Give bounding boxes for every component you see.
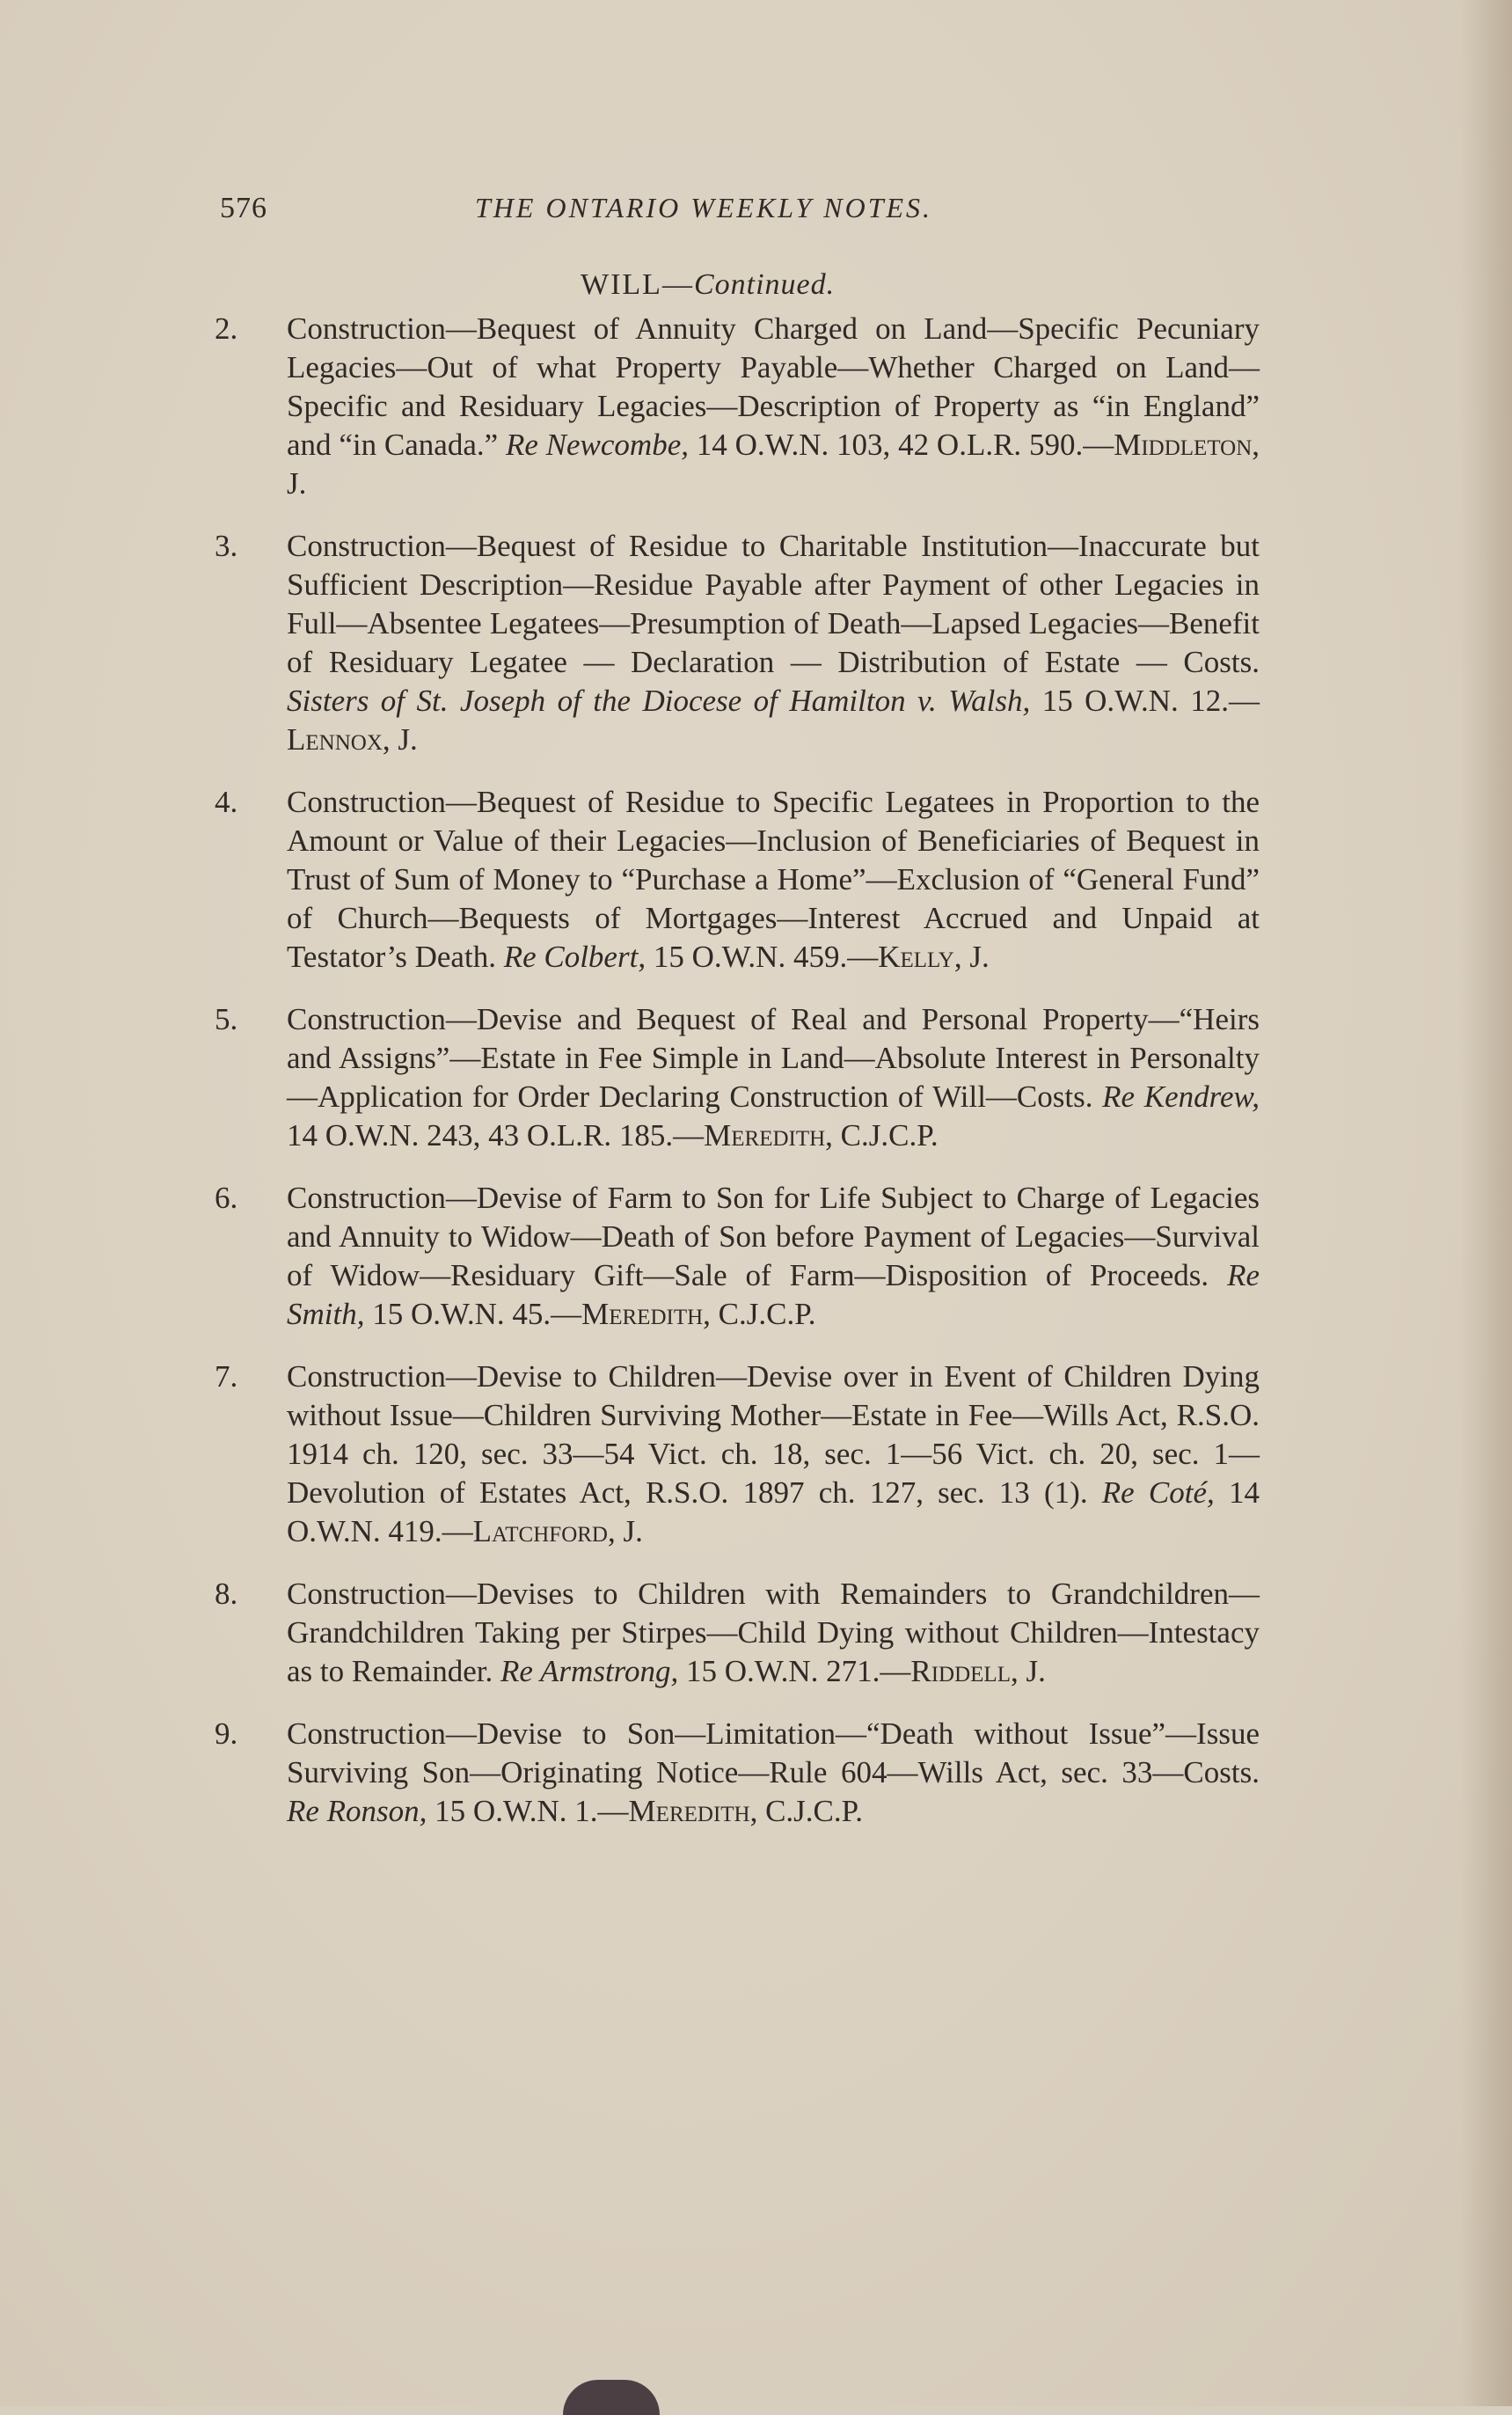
section-heading-continued: Continued. [693, 268, 836, 301]
case-name: Re Coté, [1101, 1475, 1215, 1510]
case-citation: 15 O.W.N. 459.— [646, 940, 879, 974]
case-citation: 15 O.W.N. 12.— [1030, 684, 1260, 718]
entry-number: 4. [215, 785, 238, 819]
section-heading [581, 268, 835, 302]
page-header [220, 192, 1258, 238]
case-name: Sisters of St. Joseph of the Diocese of Hamilton v. Walsh, [287, 684, 1031, 718]
judge-name: Meredith, C.J.C.P. [704, 1118, 939, 1153]
section-heading-title: WILL— [581, 268, 694, 301]
case-citation: 14 O.W.N. 419.— [287, 1475, 1260, 1548]
entry-number: 5. [215, 1002, 238, 1036]
judge-name: Lennox, J. [287, 722, 418, 757]
entry-text: Construction—Devise to Son—Limitation—“Death without Issue”—Issue Surviving Son—Originating Notice—Rule 604—Wills Act, sec. 33—Costs. [287, 1716, 1260, 1789]
judge-name: Latchford, J. [472, 1514, 643, 1548]
running-title: THE ONTARIO WEEKLY NOTES. [475, 192, 933, 223]
judge-name: Riddell, J. [910, 1654, 1046, 1688]
digest-entry [204, 1179, 1260, 1334]
entry-text: Construction—Devises to Children with Remainders to Grandchildren—Grandchildren Taking per Stirpes—Child Dying without Children—Intestacy as to Remainder. [287, 1577, 1260, 1688]
case-citation: 15 O.W.N. 45.— [364, 1297, 582, 1331]
digest-entry [204, 527, 1260, 759]
entry-text: Construction—Devise to Children—Devise over in Event of Children Dying without Issue—Children Surviving Mother—Estate in Fee—Wills Act, R.S.O. 1914 ch. 120, sec. 33—54 Vict. ch. 18, sec. 1—56 Vict. ch. 20, sec. 1—Devolution of Estates Act, R.S.O. 1897 ch. 127, sec. 13 (1). [287, 1359, 1260, 1510]
entry-text: Construction—Bequest of Residue to Charitable Institution—Inaccurate but Sufficient Description—Residue Payable after Payment of other Legacies in Full—Absentee Legatees—Presumption of Death—Lapsed Legacies—Benefit of Residuary Legatee — Declaration — Distribution of Estate — Costs. [287, 529, 1260, 679]
page-edge-shadow [1459, 0, 1512, 2406]
judge-name: Middleton, J. [287, 428, 1260, 501]
case-name: Re Newcombe, [505, 428, 689, 462]
case-name: Re Ronson, [287, 1794, 427, 1828]
digest-entry [204, 1000, 1260, 1155]
entry-number: 7. [215, 1359, 238, 1394]
judge-name: Kelly, J. [878, 940, 990, 974]
entry-number: 9. [215, 1716, 238, 1751]
judge-name: Meredith, C.J.C.P. [581, 1297, 816, 1331]
entry-number: 3. [215, 529, 238, 563]
digest-entries [204, 310, 1260, 1855]
case-citation: 14 O.W.N. 103, 42 O.L.R. 590.— [689, 428, 1114, 462]
entry-text: Construction—Bequest of Annuity Charged on Land—Specific Pecuniary Legacies—Out of what Property Payable—Whether Charged on Land—Specific and Residuary Legacies—Description of Property as “in England” and “in Canada.” [287, 311, 1260, 462]
case-name: Re Kendrew, [1102, 1079, 1260, 1114]
case-name: Re Armstrong, [500, 1654, 679, 1688]
entry-text: Construction—Bequest of Residue to Specific Legatees in Proportion to the Amount or Value of their Legacies—Inclusion of Beneficiaries of Bequest in Trust of Sum of Money to “Purchase a Home”—Exclusion of “General Fund” of Church—Bequests of Mortgages—Interest Accrued and Unpaid at Testator’s Death. [287, 785, 1260, 974]
judge-name: Meredith, C.J.C.P. [628, 1794, 863, 1828]
page-number: 576 [220, 192, 267, 224]
case-citation: 14 O.W.N. 243, 43 O.L.R. 185.— [287, 1118, 705, 1153]
digest-entry [204, 1358, 1260, 1551]
digest-entry [204, 783, 1260, 977]
entry-text: Construction—Devise of Farm to Son for Life Subject to Charge of Legacies and Annuity to Widow—Death of Son before Payment of Legacies—Survival of Widow—Residuary Gift—Sale of Farm—Disposition of Proceeds. [287, 1181, 1260, 1292]
case-citation: 15 O.W.N. 1.— [427, 1794, 629, 1828]
digest-entry [204, 1715, 1260, 1831]
entry-number: 8. [215, 1577, 238, 1611]
binding-mark [563, 2380, 660, 2415]
entry-number: 6. [215, 1181, 238, 1215]
case-name: Re Colbert, [503, 940, 646, 974]
digest-entry [204, 1575, 1260, 1691]
case-name: Re Smith, [287, 1258, 1260, 1331]
digest-entry [204, 310, 1260, 503]
entry-number: 2. [215, 311, 238, 346]
entry-text: Construction—Devise and Bequest of Real and Personal Property—“Heirs and Assigns”—Estate in Fee Simple in Land—Absolute Interest in Personalty—Application for Order Declaring Construction of Will—Costs. [287, 1002, 1260, 1114]
case-citation: 15 O.W.N. 271.— [678, 1654, 911, 1688]
